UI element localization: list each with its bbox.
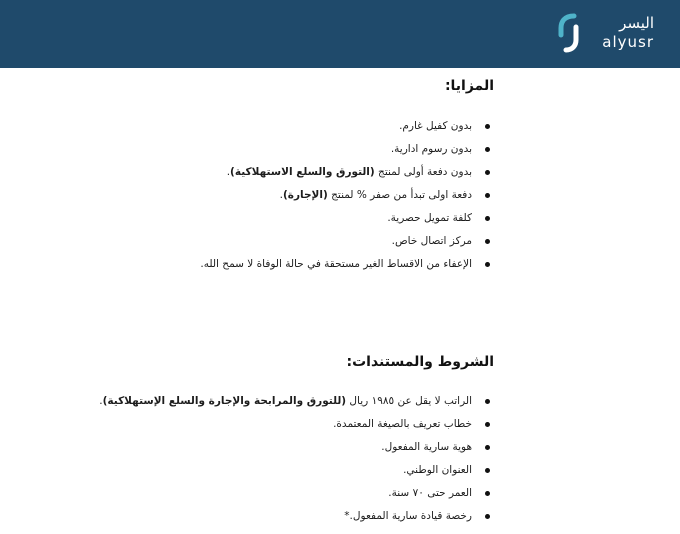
list-item (99, 459, 494, 482)
alyusr-logo[interactable] (558, 12, 658, 56)
list-item (200, 253, 494, 276)
item-text: الراتب لا يقل عن ١٩٨٥ ريال (346, 395, 472, 407)
list-item (99, 413, 494, 436)
item-text: مركز اتصال خاص. (391, 235, 472, 247)
item-text: الإعفاء من الاقساط الغير مستحقة في حالة الوفاة لا سمح الله. (200, 258, 472, 270)
header-bar (0, 0, 680, 68)
item-text: رخصة قيادة سارية المفعول.* (344, 510, 472, 522)
list-item (99, 505, 494, 528)
list-item (99, 390, 494, 413)
item-text: دفعة اولى تبدأ من صفر % لمنتج (327, 189, 472, 201)
item-tail: . (99, 395, 103, 407)
list-item (200, 230, 494, 253)
item-text: بدون كفيل غارم. (399, 120, 472, 132)
item-text: العنوان الوطني. (403, 464, 472, 476)
item-bold-text: (الإجارة) (283, 189, 328, 201)
item-text: خطاب تعريف بالصيغة المعتمدة. (333, 418, 472, 430)
benefits-section (200, 78, 494, 276)
benefits-title: المزايا: (444, 78, 494, 94)
conditions-section (99, 354, 494, 528)
conditions-title: الشروط والمستندات: (346, 354, 494, 370)
item-text: كلفة تمويل حصرية. (387, 212, 472, 224)
list-item (200, 184, 494, 207)
list-item (99, 482, 494, 505)
brand-name-arabic: اليسر (619, 14, 654, 32)
benefits-list (200, 115, 494, 276)
item-text: بدون رسوم ادارية. (390, 143, 472, 155)
item-text: العمر حتى ٧٠ سنة. (388, 487, 472, 499)
list-item (99, 436, 494, 459)
item-bold-text: (التورق والسلع الاستهلاكية) (230, 166, 375, 178)
item-tail: . (279, 189, 283, 201)
conditions-list (99, 390, 494, 528)
list-item (200, 207, 494, 230)
item-text: هوية سارية المفعول. (381, 441, 472, 453)
list-item (200, 115, 494, 138)
item-text: بدون دفعة أولى لمنتج (374, 166, 472, 178)
list-item (200, 161, 494, 184)
list-item (200, 138, 494, 161)
item-bold-text: (للتورق والمرابحة والإجارة والسلع الإستهلاكية) (102, 395, 347, 407)
alyusr-logo-icon (558, 13, 580, 53)
item-tail: . (226, 166, 231, 178)
brand-name-english: alyusr (602, 33, 654, 51)
